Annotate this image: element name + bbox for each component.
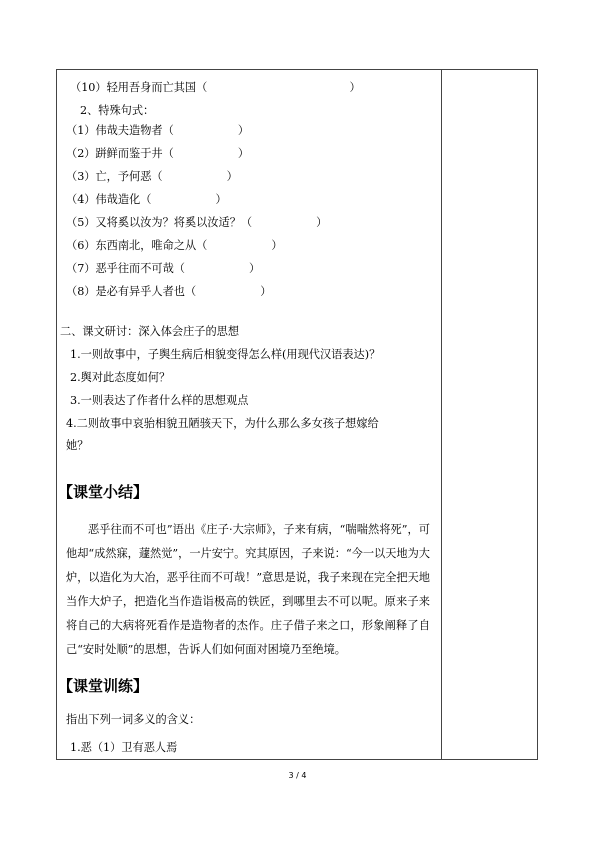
training-item-1: 1.恶（1）卫有恶人焉 (70, 741, 178, 754)
summary-heading: 【课堂小结】 (58, 483, 149, 501)
special-sentence-3: （3）亡，予何恶（ ） (66, 170, 238, 183)
training-intro: 指出下列一词多义的含义： (66, 713, 201, 726)
summary-paragraph: 恶乎往而不可也”语出《庄子·大宗师》，子来有病，“喘喘然将死”，可他却“成然寐，蘧然觉”，一片安宁。究其原因，子来说：“今一以天地为大炉，以造化为大冶，恶乎往而不可哉！”意思是说，我子来现在完全把天地当作大炉子，把造化当作造诣极高的铁匠，到哪里去不可以呢。原来子来将自己的大病将死看作是造物者的杰作。庄子借子来之口，形象阐释了自己“安时处顺”的思想，告诉人们如何面对困境乃至绝境。 (66, 523, 430, 656)
special-sentence-2: （2）跰鲜而鉴于井（ ） (66, 147, 250, 160)
training-heading: 【课堂训练】 (58, 677, 149, 695)
study-question-2: 2.舆对此态度如何？ (70, 371, 171, 384)
study-question-4-cont: 她？ (66, 439, 89, 452)
special-sentence-heading: 2、特殊句式： (80, 104, 155, 117)
page-number: 3 / 4 (288, 771, 307, 780)
study-question-4: 4.二则故事中哀骀相貌丑陋骇天下，为什么那么多女孩子想嫁给 (66, 417, 379, 430)
study-question-1: 1.一则故事中，子舆生病后相貌变得怎么样(用现代汉语表达)？ (70, 348, 381, 361)
vocab-item-10: （10）轻用吾身而亡其国（ ） (70, 81, 361, 94)
special-sentence-6: （6）东西南北，唯命之从（ ） (66, 239, 283, 252)
special-sentence-1: （1）伟哉夫造物者（ ） (66, 124, 250, 137)
special-sentence-7: （7）恶乎往而不可哉（ ） (66, 262, 261, 275)
study-question-3: 3.一则表达了作者什么样的思想观点 (70, 394, 249, 407)
study-heading: 二、课文研讨：深入体会庄子的思想 (60, 325, 240, 338)
table-column-divider (441, 69, 442, 760)
special-sentence-4: （4）伟哉造化（ ） (66, 193, 227, 206)
special-sentence-8: （8）是必有异乎人者也（ ） (66, 285, 272, 298)
special-sentence-5: （5）又将奚以汝为？将奚以汝适？（ ） (66, 216, 328, 229)
